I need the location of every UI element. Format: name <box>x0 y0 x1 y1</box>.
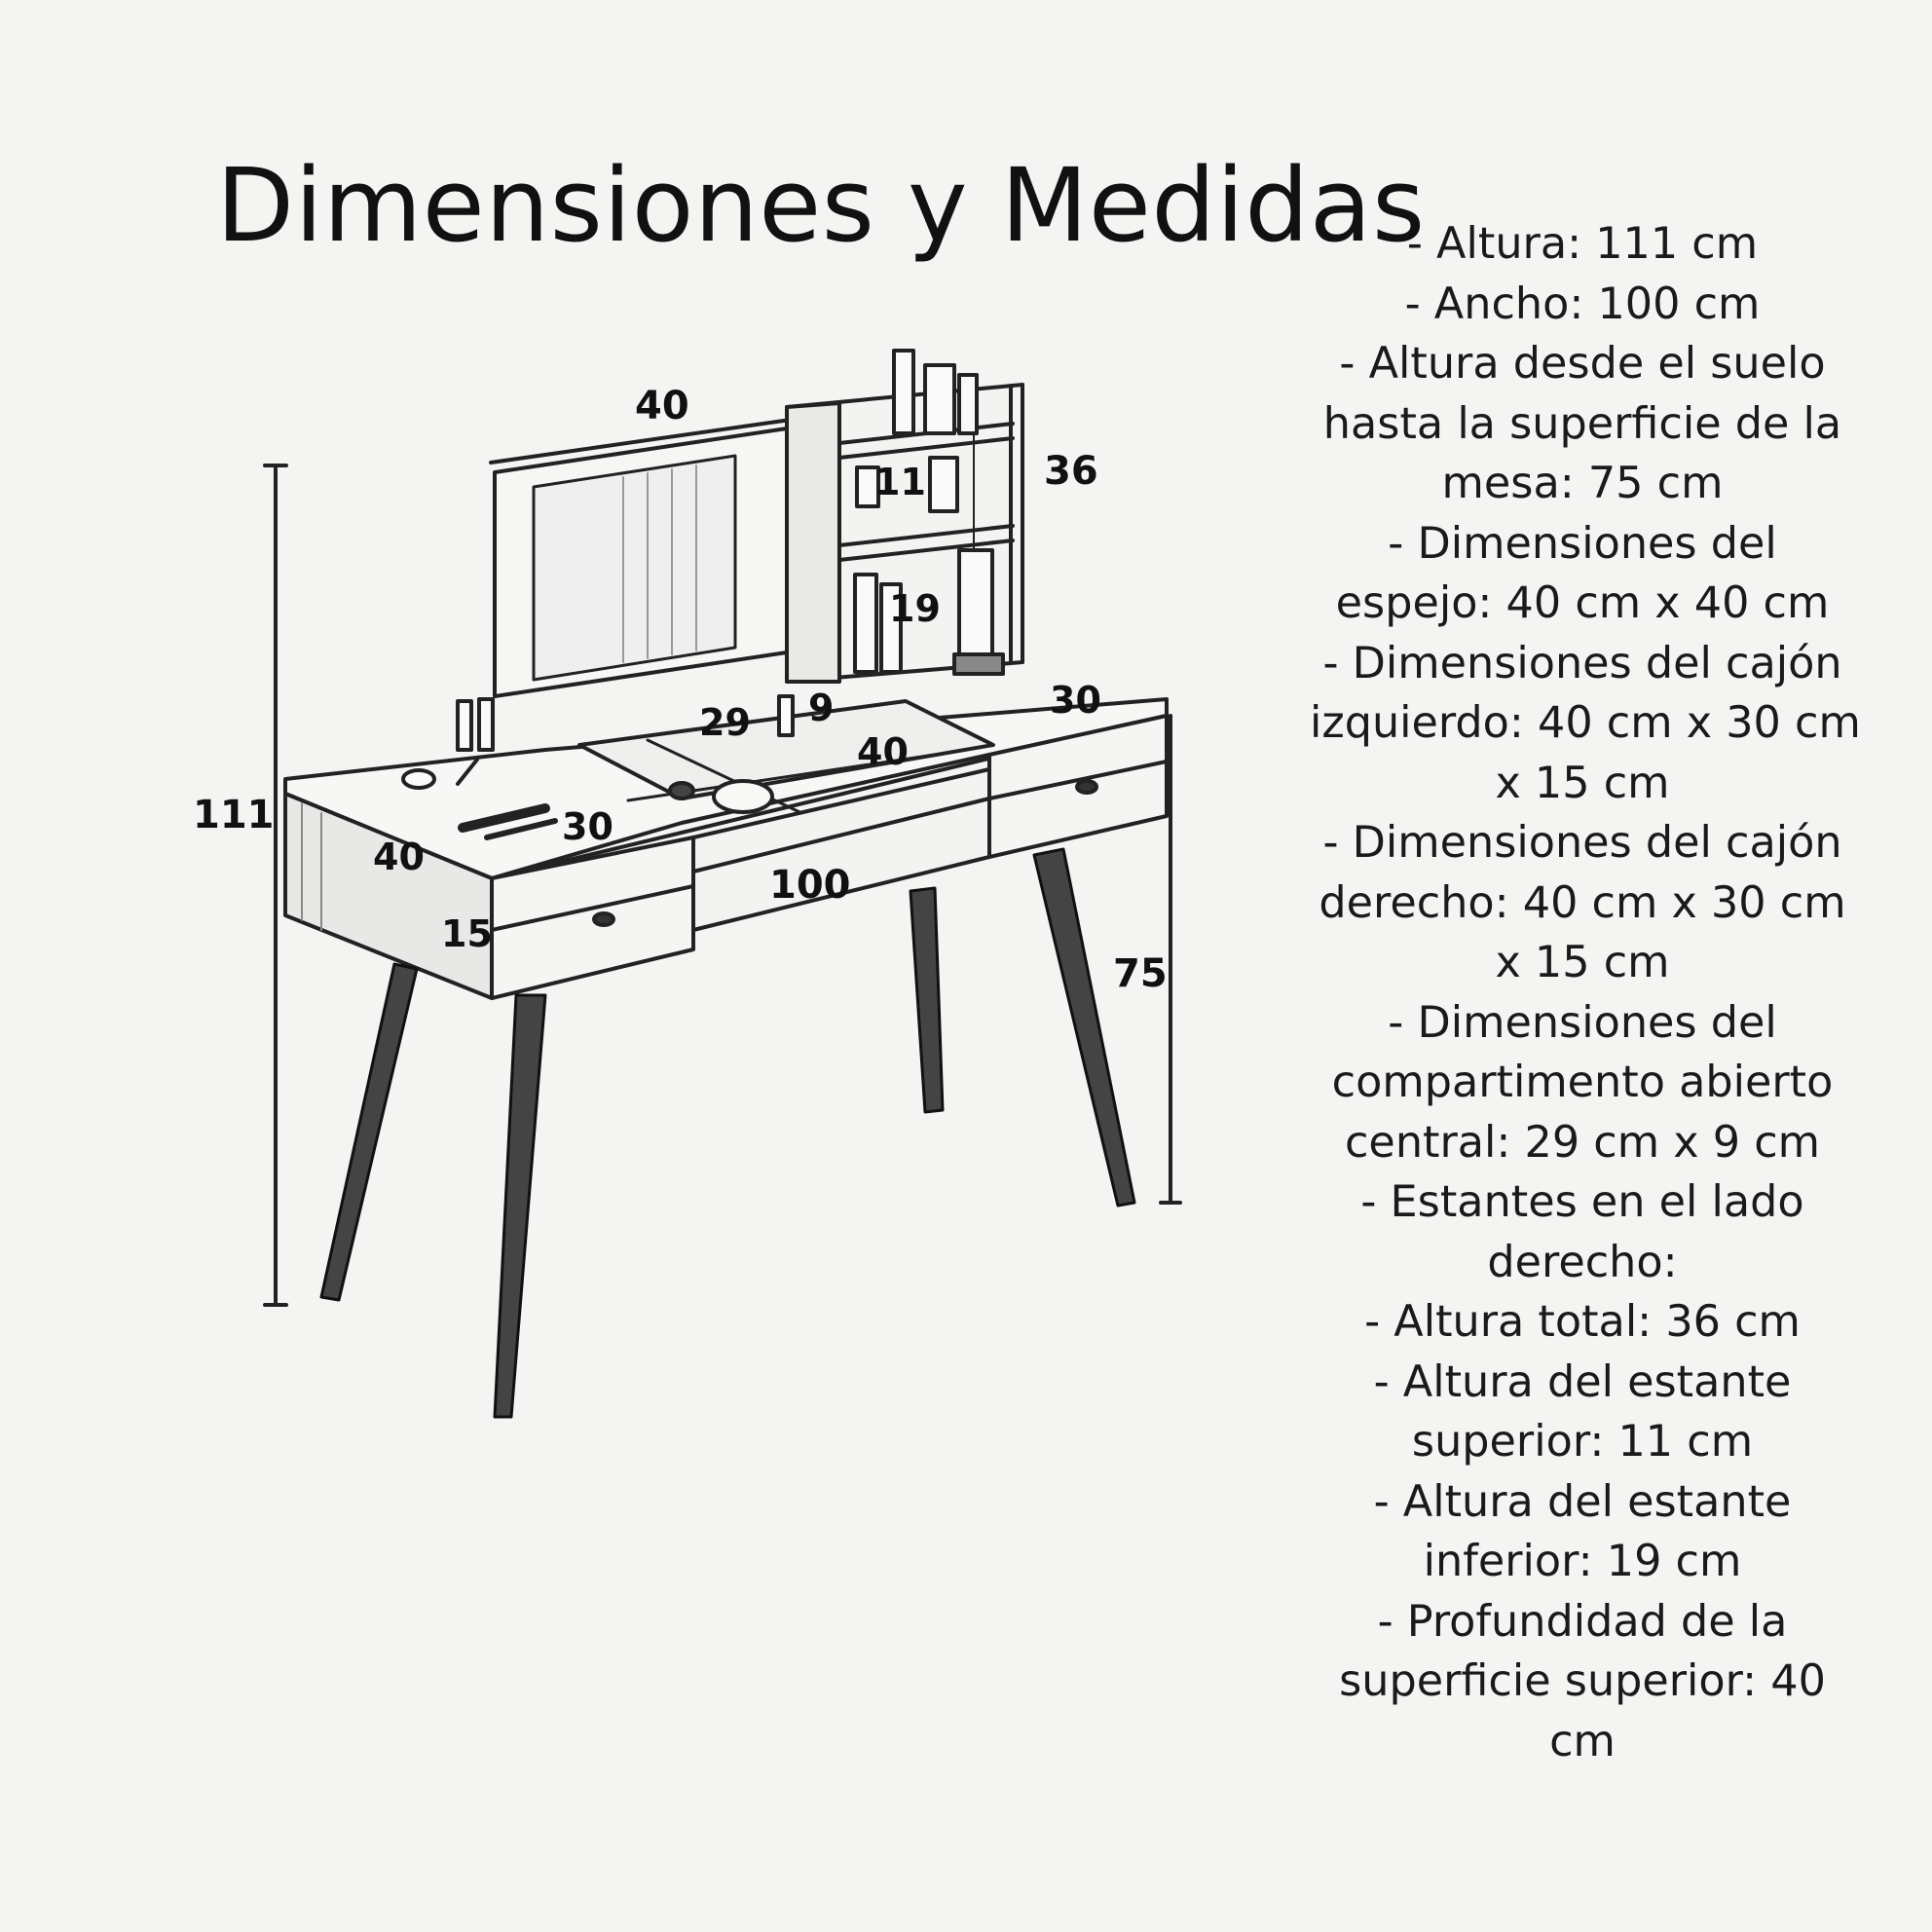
label-top-depth: 40 <box>373 836 425 878</box>
label-compartment-width: 29 <box>699 701 751 744</box>
spec-line: - Dimensiones del <box>1388 518 1777 569</box>
spec-line: - Altura del estante <box>1373 1356 1792 1407</box>
label-left-drawer-depth: 30 <box>562 805 613 848</box>
label-right-drawer-depth: 30 <box>1050 679 1101 722</box>
label-upper-shelf: 11 <box>874 461 926 503</box>
label-compartment-length: 40 <box>857 730 909 773</box>
spec-line: central: 29 cm x 9 cm <box>1344 1117 1821 1168</box>
spec-line: - Altura del estante <box>1373 1476 1792 1527</box>
spec-line: x 15 cm <box>1495 758 1670 808</box>
spec-line: izquierdo: 40 cm x 30 cm <box>1310 698 1861 748</box>
label-total-height: 111 <box>193 793 275 837</box>
mirror <box>495 425 797 696</box>
spec-line: - Estantes en el lado <box>1360 1177 1804 1227</box>
spec-line: cm <box>1549 1716 1616 1766</box>
spec-line: - Dimensiones del <box>1388 997 1777 1048</box>
label-mirror-width: 40 <box>635 384 689 428</box>
height-dimension-line <box>265 465 286 1305</box>
label-shelf-height: 36 <box>1044 449 1098 494</box>
label-drawer-height: 15 <box>441 912 493 955</box>
label-compartment-depth: 9 <box>808 687 835 729</box>
right-drawer-knob <box>1077 781 1096 793</box>
spec-line: superior: 11 cm <box>1411 1417 1754 1467</box>
spec-line: - Dimensiones del cajón <box>1322 818 1842 868</box>
page-title: Dimensiones y Medidas <box>216 146 1426 265</box>
spec-line: - Profundidad de la <box>1377 1596 1788 1647</box>
spec-line: compartimento abierto <box>1331 1058 1834 1107</box>
spec-line: superficie superior: 40 <box>1339 1656 1826 1706</box>
label-table-height: 75 <box>1113 951 1168 996</box>
spec-line: x 15 cm <box>1495 938 1670 987</box>
spec-line: derecho: 40 cm x 30 cm <box>1319 877 1846 928</box>
spec-line: hasta la superficie de la <box>1322 398 1842 449</box>
spec-line: - Ancho: 100 cm <box>1404 279 1761 329</box>
label-table-width: 100 <box>769 863 851 908</box>
shelf-unit <box>787 351 1022 682</box>
spec-line: derecho: <box>1487 1237 1678 1287</box>
spec-line: inferior: 19 cm <box>1423 1537 1742 1586</box>
spec-line: - Dimensiones del cajón <box>1322 638 1842 688</box>
spec-line: - Altura total: 36 cm <box>1364 1297 1801 1347</box>
spec-line: mesa: 75 cm <box>1441 459 1724 508</box>
spec-line: espejo: 40 cm x 40 cm <box>1335 578 1830 628</box>
label-lower-shelf: 19 <box>889 587 941 630</box>
spec-line: - Altura: 111 cm <box>1406 219 1759 269</box>
left-drawer-knob <box>594 913 613 925</box>
spec-line: - Altura desde el suelo <box>1339 339 1826 389</box>
